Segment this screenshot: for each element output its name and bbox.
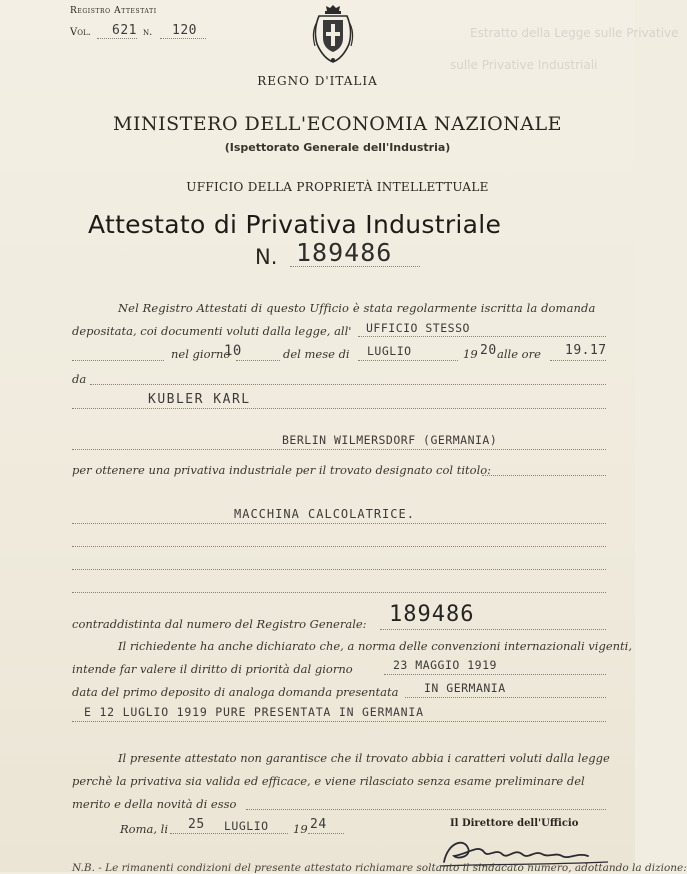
extra-priority-line: E 12 LUGLIO 1919 PURE PRESENTATA IN GERMANIA	[84, 705, 424, 719]
deposit-office-line	[358, 336, 606, 337]
p2-line3: data del primo deposito di analoga domanda presentata	[72, 685, 399, 699]
number-value: 189486	[296, 238, 393, 267]
p2-line1: Il richiedente ha anche dichiarato che, a norma delle convenzioni internazionali vigenti,	[118, 639, 632, 653]
applicant-address: BERLIN WILMERSDORF (GERMANIA)	[282, 433, 498, 447]
name-line	[72, 408, 606, 409]
p3-line3-dots	[246, 809, 606, 810]
da-line	[90, 384, 606, 385]
footer-year-prefix: 19	[293, 822, 308, 836]
titolo-line-2	[72, 546, 606, 547]
bottom-cut-text: N.B. - Le rimanenti condizioni del presente attestato richiamare soltanto il sindacato numero, adottando la dizione:	[72, 862, 687, 874]
vol-row	[70, 27, 91, 38]
giorno-lead-line	[72, 360, 164, 361]
giorno-line	[236, 360, 280, 361]
ufficio-heading: UFFICIO DELLA PROPRIETÀ INTELLETTUALE	[186, 180, 489, 194]
p3-line3: merito e della novità di esso	[72, 797, 237, 811]
vol-dotted-line	[97, 38, 137, 39]
savoy-crest-icon	[311, 2, 355, 66]
p1-line1: Nel Registro Attestati di questo Ufficio è stata regolarmente iscritta la domanda	[118, 301, 596, 315]
ore-line	[550, 360, 606, 361]
footer-year: 24	[310, 817, 327, 832]
per-ottenere-text: per ottenere una privativa industriale per il trovato designato col titolo:	[72, 463, 492, 477]
registro-label: Registro Attestati	[70, 6, 157, 16]
n-dotted-line	[160, 38, 206, 39]
per-ottenere-line	[482, 475, 606, 476]
invention-title: MACCHINA CALCOLATRICE.	[234, 507, 415, 521]
priority-date-value: 23 MAGGIO 1919	[393, 658, 497, 672]
titolo-line-4	[72, 592, 606, 593]
giorno-value: 10	[224, 343, 242, 359]
contraddistinta-text: contraddistinta dal numero del Registro Generale:	[72, 617, 367, 631]
extra-line-dots	[72, 721, 606, 722]
ore-value: 19.17	[565, 343, 607, 358]
registro-generale-value: 189486	[389, 602, 475, 627]
number-dotted-line	[290, 266, 420, 267]
registro-generale-line	[380, 629, 606, 630]
p3-line2: perchè la privativa sia valida ed efficace, e viene rilasciato senza esame preliminare del	[72, 774, 585, 788]
alle-ore-label: alle ore	[497, 347, 541, 361]
roma-li-label: Roma, li	[120, 822, 169, 836]
footer-month: LUGLIO	[224, 819, 269, 833]
da-label: da	[72, 372, 87, 386]
nel-giorno-label: nel giorno	[171, 347, 231, 361]
mese-label: del mese di	[283, 347, 350, 361]
number-label: N.	[255, 245, 278, 269]
priority-date-line	[384, 674, 606, 675]
show-through-text-2: sulle Privative Industriali	[450, 58, 598, 72]
address-line	[72, 449, 606, 450]
p3-line1: Il presente attestato non garantisce che il trovato abbia i caratteri voluti dalla legge	[118, 751, 610, 765]
n-value: 120	[172, 23, 197, 38]
show-through-text-1: Estratto della Legge sulle Privative	[470, 26, 679, 40]
regno-heading: REGNO D'ITALIA	[257, 74, 378, 88]
applicant-name: KUBLER KARL	[148, 392, 251, 407]
footer-day: 25	[188, 817, 205, 832]
presentata-line	[405, 697, 606, 698]
titolo-line-3	[72, 569, 606, 570]
document-title: Attestato di Privativa Industriale	[88, 210, 502, 239]
anno-prefix: 19	[463, 347, 478, 361]
mese-line	[358, 360, 458, 361]
vol-label: Vol.	[70, 27, 91, 38]
n-label: n.	[143, 27, 153, 38]
presentata-value: IN GERMANIA	[424, 681, 506, 695]
direttore-label: Il Direttore dell'Ufficio	[450, 818, 579, 829]
deposit-office-value: UFFICIO STESSO	[366, 321, 470, 335]
p1-line2-prefix: depositata, coi documenti voluti dalla legge, all'	[72, 324, 352, 338]
footer-date-line	[170, 833, 288, 834]
anno-value: 20	[480, 343, 497, 358]
ministero-heading: MINISTERO DELL'ECONOMIA NAZIONALE	[112, 113, 562, 135]
titolo-line-1	[72, 523, 606, 524]
p2-line2: intende far valere il diritto di priorità dal giorno	[72, 662, 353, 676]
footer-year-line	[308, 833, 344, 834]
vol-value: 621	[112, 23, 137, 38]
ispettorato-heading: (Ispettorato Generale dell'Industria)	[224, 141, 451, 154]
mese-value: LUGLIO	[367, 344, 412, 358]
